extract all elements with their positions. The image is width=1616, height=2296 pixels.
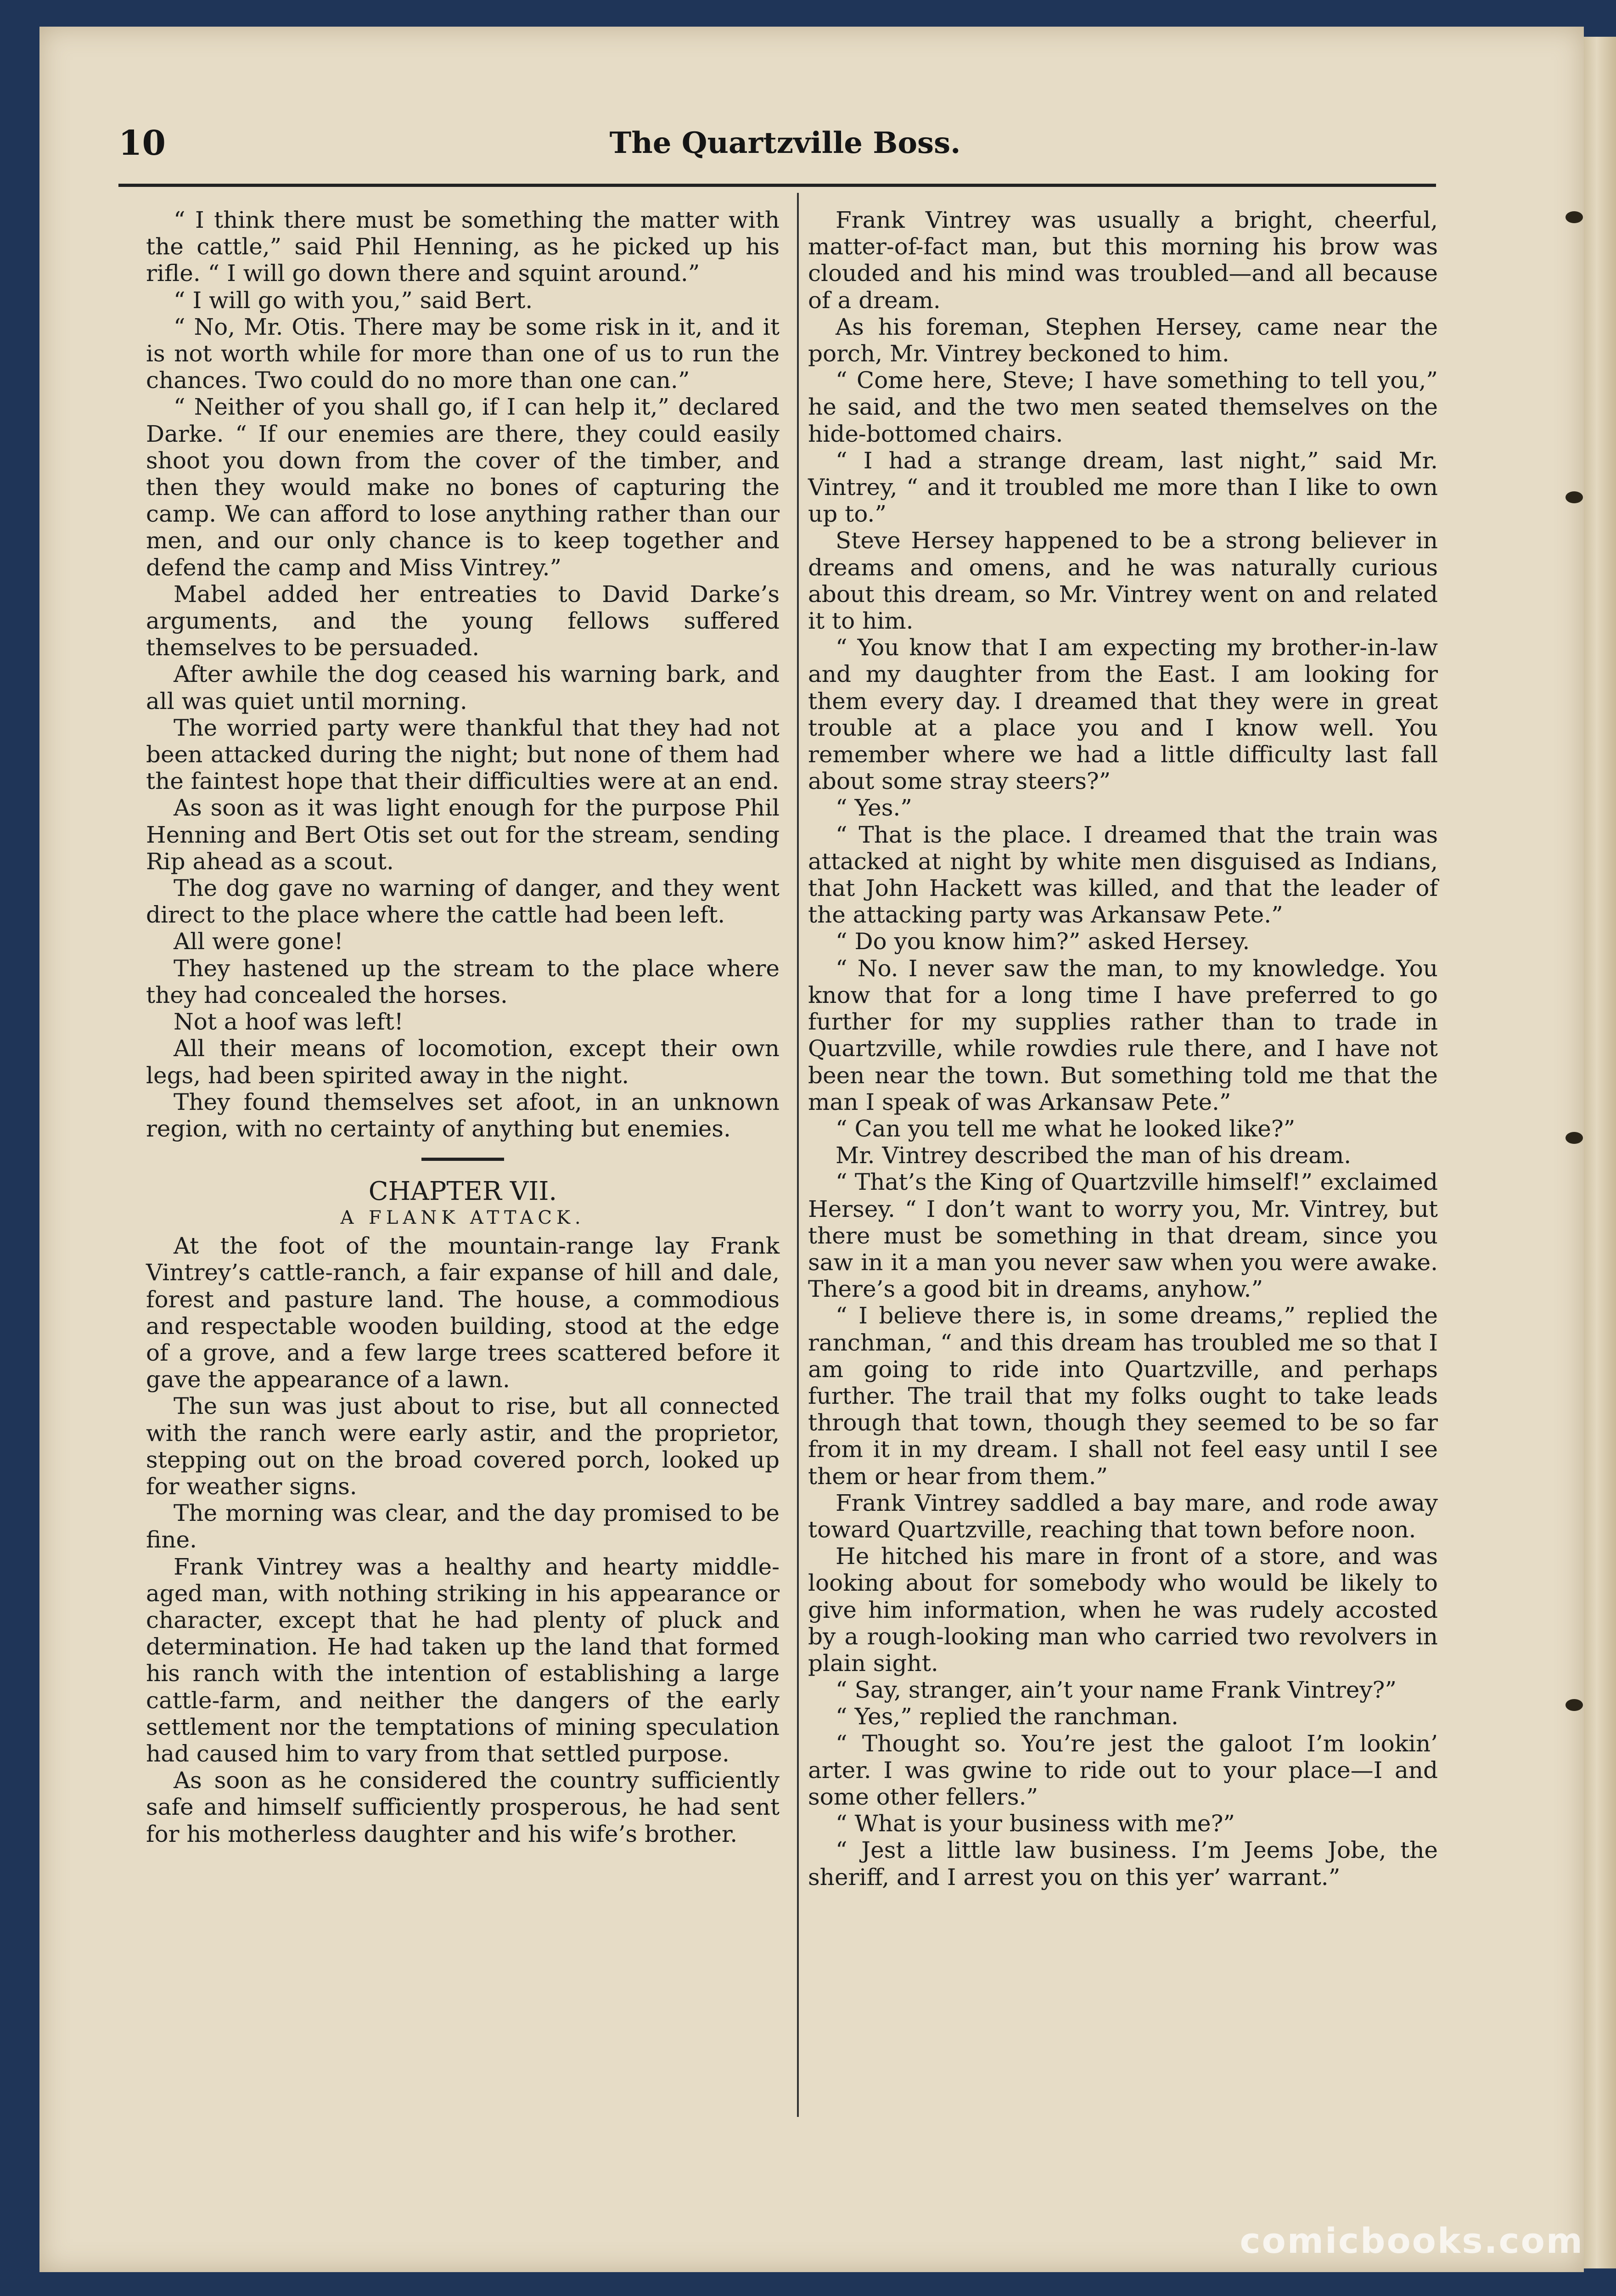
right-column bbox=[808, 207, 1438, 1891]
paragraph: The worried party were thankful that they had not been attacked during the night; but none of them had the faintest hope that their difficulties were at an end. bbox=[146, 714, 780, 795]
paragraph: The dog gave no warning of danger, and they went direct to the place where the cattle had been left. bbox=[146, 875, 780, 929]
next-page-edge bbox=[1584, 37, 1616, 2268]
paragraph: “ You know that I am expecting my brother-in-law and my daughter from the East. I am looking for them every day. I dreamed that they were in great trouble at a place you and I know well. You remember where we had a little difficulty last fall about some stray steers?” bbox=[808, 634, 1438, 795]
paragraph: They hastened up the stream to the place where they had concealed the horses. bbox=[146, 955, 780, 1008]
binding-hole bbox=[1566, 491, 1583, 503]
paragraph: “ I will go with you,” said Bert. bbox=[174, 287, 533, 314]
paragraph: “ Neither of you shall go, if I can help it,” declared Darke. “ If our enemies are there, they could easily shoot you down from the cover of the timber, and then they would make no bones of capturing the camp. We can afford to lose anything rather than our men, and our only chance is to keep together and defend the camp and Miss Vintrey.” bbox=[146, 394, 780, 581]
paragraph: “ That’s the King of Quartzville himself!” exclaimed Hersey. “ I don’t want to worry you, Mr. Vintrey, but there must be something in that dream, since you saw in it a man you never saw when you were awake. There’s a good bit in dreams, anyhow.” bbox=[808, 1169, 1438, 1303]
paragraph: All were gone! bbox=[174, 928, 343, 955]
chapter-subtitle: A FLANK ATTACK. bbox=[340, 1207, 585, 1229]
story-text-continued bbox=[808, 207, 1438, 1891]
paragraph: As soon as he considered the country sufficiently safe and himself sufficiently prosperous, he had sent for his motherless daughter and his wife’s brother. bbox=[146, 1767, 780, 1847]
paragraph: After awhile the dog ceased his warning bark, and all was quiet until morning. bbox=[146, 661, 780, 715]
chapter-title: CHAPTER VII. bbox=[368, 1176, 557, 1207]
story-text-before-chapter bbox=[146, 207, 780, 1142]
paragraph: All their means of locomotion, except their own legs, had been spirited away in the night. bbox=[146, 1035, 780, 1089]
paragraph: He hitched his mare in front of a store, and was looking about for somebody who would be likely to give him information, when he was rudely accosted by a rough-looking man who carried two revolvers in plain sight. bbox=[808, 1543, 1438, 1677]
paragraph: “ Yes.” bbox=[836, 794, 912, 822]
paragraph: Mabel added her entreaties to David Darke’s arguments, and the young fellows suffered themselves to be persuaded. bbox=[146, 580, 780, 661]
paragraph: Frank Vintrey saddled a bay mare, and rode away toward Quartzville, reaching that town before noon. bbox=[808, 1489, 1438, 1543]
page-number: 10 bbox=[118, 124, 166, 163]
paragraph: “ Do you know him?” asked Hersey. bbox=[836, 928, 1250, 955]
paragraph: Not a hoof was left! bbox=[174, 1008, 404, 1035]
paragraph: “ Yes,” replied the ranchman. bbox=[836, 1703, 1178, 1730]
paragraph: Frank Vintrey was usually a bright, cheerful, matter-of-fact man, but this morning his brow was clouded and his mind was troubled—and all because of a dream. bbox=[808, 207, 1438, 314]
header-rule bbox=[118, 184, 1436, 187]
column-divider bbox=[797, 193, 799, 2117]
paragraph: “ Say, stranger, ain’t your name Frank Vintrey?” bbox=[836, 1677, 1397, 1704]
story-text-after-chapter bbox=[146, 1232, 780, 1847]
paragraph: At the foot of the mountain-range lay Frank Vintrey’s cattle-ranch, a fair expanse of hill and dale, forest and pasture land. The house, a commodious and respectable wooden building, stood at the edge of a grove, and a few large trees scattered before it gave the appearance of a lawn. bbox=[146, 1232, 780, 1393]
paragraph: As soon as it was light enough for the purpose Phil Henning and Bert Otis set out for the stream, sending Rip ahead as a scout. bbox=[146, 794, 780, 875]
paragraph: Steve Hersey happened to be a strong believer in dreams and omens, and he was naturally curious about this dream, so Mr. Vintrey went on and related it to him. bbox=[808, 527, 1438, 635]
paragraph: “ What is your business with me?” bbox=[836, 1810, 1235, 1837]
paragraph: Frank Vintrey was a healthy and hearty middle-aged man, with nothing striking in his appearance or character, except that he had plenty of pluck and determination. He had taken up the land that formed his ranch with the intention of establishing a large cattle-farm, and neither the dangers of the early settlement nor the temptations of mining speculation had caused him to vary from that settled purpose. bbox=[146, 1553, 780, 1767]
section-rule bbox=[421, 1158, 504, 1161]
paragraph: “ That is the place. I dreamed that the train was attacked at night by white men disguised as Indians, that John Hackett was killed, and that the leader of the attacking party was Arkansaw Pete.” bbox=[808, 821, 1438, 929]
paragraph: “ I think there must be something the matter with the cattle,” said Phil Henning, as he picked up his rifle. “ I will go down there and squint around.” bbox=[146, 207, 780, 287]
binding-hole bbox=[1566, 211, 1583, 223]
paragraph: “ Jest a little law business. I’m Jeems Jobe, the sheriff, and I arrest you on this yer’ warrant.” bbox=[808, 1837, 1438, 1891]
paragraph: “ No, Mr. Otis. There may be some risk in it, and it is not worth while for more than one of us to run the chances. Two could do no more than one can.” bbox=[146, 313, 780, 394]
paragraph: “ I had a strange dream, last night,” said Mr. Vintrey, “ and it troubled me more than I like to own up to.” bbox=[808, 447, 1438, 528]
paragraph: “ Come here, Steve; I have something to tell you,” he said, and the two men seated themselves on the hide-bottomed chairs. bbox=[808, 367, 1438, 447]
paragraph: As his foreman, Stephen Hersey, came near the porch, Mr. Vintrey beckoned to him. bbox=[808, 313, 1438, 367]
paragraph: “ I believe there is, in some dreams,” replied the ranchman, “ and this dream has troubled me so that I am going to ride into Quartzville, and perhaps further. The trail that my folks ought to take leads through that town, though they seemed to be so far from it in my dream. I shall not feel easy until I see them or hear from them.” bbox=[808, 1302, 1438, 1490]
binding-hole bbox=[1566, 1132, 1583, 1144]
running-title: The Quartzville Boss. bbox=[609, 126, 961, 160]
paragraph: “ No. I never saw the man, to my knowledge. You know that for a long time I have preferred to go further for my supplies rather than to trade in Quartzville, while rowdies rule there, and I have not been near the town. But something told me that the man I speak of was Arkansaw Pete.” bbox=[808, 955, 1438, 1115]
paragraph: “ Can you tell me what he looked like?” bbox=[836, 1115, 1296, 1142]
binding-hole bbox=[1566, 1699, 1583, 1711]
paragraph: The sun was just about to rise, but all connected with the ranch were early astir, and the proprietor, stepping out on the broad covered porch, looked up for weather signs. bbox=[146, 1393, 780, 1500]
watermark: comicbooks.com bbox=[1240, 2220, 1584, 2261]
paragraph: They found themselves set afoot, in an unknown region, with no certainty of anything but enemies. bbox=[146, 1088, 780, 1142]
paragraph: “ Thought so. You’re jest the galoot I’m lookin’ arter. I was gwine to ride out to your place—I and some other fellers.” bbox=[808, 1730, 1438, 1810]
paragraph: Mr. Vintrey described the man of his dream. bbox=[836, 1142, 1352, 1169]
left-column bbox=[146, 207, 780, 1847]
paragraph: The morning was clear, and the day promised to be fine. bbox=[146, 1500, 780, 1553]
